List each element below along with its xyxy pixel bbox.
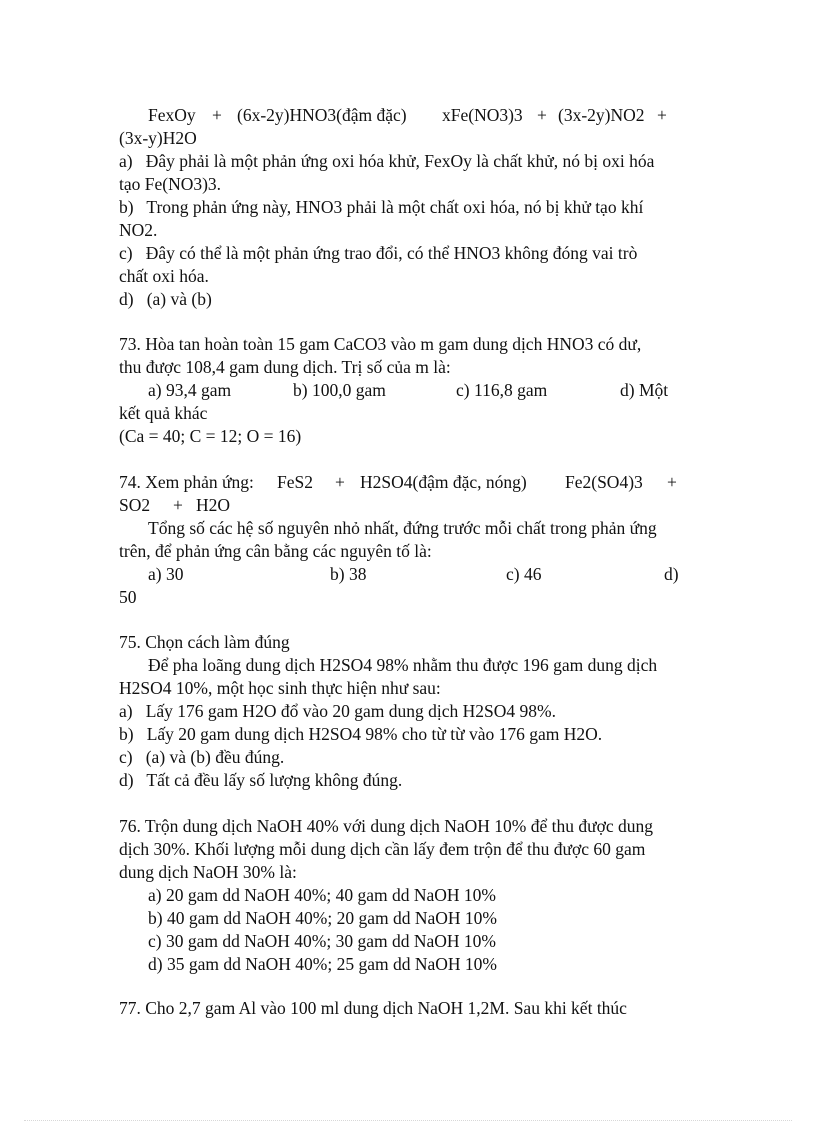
question-stem: Tổng số các hệ số nguyên nhỏ nhất, đứng trước mỗi chất trong phản ứng: [148, 518, 657, 538]
option-b-text: b) Lấy 20 gam dung dịch H2SO4 98% cho từ từ vào 176 gam H2O.: [119, 724, 603, 744]
option-d: d): [664, 564, 679, 584]
option-d-text: d) (a) và (b): [119, 289, 212, 309]
equation-plus: +: [657, 105, 667, 125]
equation-term: Fe2(SO4)3: [565, 472, 643, 492]
option-c: c) 46: [506, 564, 542, 584]
option-d-text: d) Tất cả đều lấy số lượng không đúng.: [119, 770, 403, 790]
equation-term: H2SO4(đậm đặc, nóng): [360, 472, 527, 492]
equation-term: (6x-2y)HNO3(đậm đặc): [237, 105, 407, 125]
equation-plus: +: [212, 105, 222, 125]
question-stem: dịch 30%. Khối lượng mỗi dung dịch cần lấy đem trộn để thu được 60 gam: [119, 839, 646, 859]
atomic-mass-note: (Ca = 40; C = 12; O = 16): [119, 426, 302, 446]
option-b-text: NO2.: [119, 220, 158, 240]
question-title: 75. Chọn cách làm đúng: [119, 632, 290, 652]
question-stem: 76. Trộn dung dịch NaOH 40% với dung dịch NaOH 10% để thu được dung: [119, 816, 653, 836]
option-c-text: c) Đây có thể là một phản ứng trao đổi, có thể HNO3 không đóng vai trò: [119, 243, 638, 263]
equation-term: FeS2: [277, 472, 313, 492]
equation-term: SO2: [119, 495, 151, 515]
option-c: c) 116,8 gam: [456, 380, 548, 400]
option-d: d) 35 gam dd NaOH 40%; 25 gam dd NaOH 10%: [148, 954, 497, 974]
question-stem: 73. Hòa tan hoàn toàn 15 gam CaCO3 vào m gam dung dịch HNO3 có dư,: [119, 334, 642, 354]
equation-term: xFe(NO3)3: [442, 105, 523, 125]
question-stem: trên, để phản ứng cân bằng các nguyên tố là:: [119, 541, 432, 561]
question-stem: 77. Cho 2,7 gam Al vào 100 ml dung dịch NaOH 1,2M. Sau khi kết thúc: [119, 998, 627, 1018]
option-a-text: tạo Fe(NO3)3.: [119, 174, 222, 194]
page-bottom-divider: [24, 1120, 792, 1121]
option-b: b) 100,0 gam: [293, 380, 386, 400]
option-b: b) 40 gam dd NaOH 40%; 20 gam dd NaOH 10%: [148, 908, 497, 928]
option-a: a) 20 gam dd NaOH 40%; 40 gam dd NaOH 10%: [148, 885, 496, 905]
option-a-text: a) Lấy 176 gam H2O đổ vào 20 gam dung dịch H2SO4 98%.: [119, 701, 556, 721]
question-stem: dung dịch NaOH 30% là:: [119, 862, 297, 882]
equation-term: (3x-2y)NO2: [558, 105, 645, 125]
option-d-continued: 50: [119, 587, 137, 607]
equation-term: H2O: [196, 495, 231, 515]
question-stem: 74. Xem phản ứng:: [119, 472, 254, 492]
equation-plus: +: [173, 495, 183, 515]
option-a-text: a) Đây phải là một phản ứng oxi hóa khử, FexOy là chất khử, nó bị oxi hóa: [119, 151, 655, 171]
option-c-text: c) (a) và (b) đều đúng.: [119, 747, 285, 767]
option-a: a) 93,4 gam: [148, 380, 232, 400]
question-stem: Để pha loãng dung dịch H2SO4 98% nhằm thu được 196 gam dung dịch: [148, 655, 658, 675]
equation-term: (3x-y)H2O: [119, 128, 197, 148]
question-stem: thu được 108,4 gam dung dịch. Trị số của m là:: [119, 357, 451, 377]
option-c-text: chất oxi hóa.: [119, 266, 209, 286]
option-c: c) 30 gam dd NaOH 40%; 30 gam dd NaOH 10%: [148, 931, 496, 951]
equation-plus: +: [335, 472, 345, 492]
option-b-text: b) Trong phản ứng này, HNO3 phải là một chất oxi hóa, nó bị khử tạo khí: [119, 197, 644, 217]
option-b: b) 38: [330, 564, 367, 584]
option-a: a) 30: [148, 564, 184, 584]
equation-plus: +: [667, 472, 677, 492]
equation-plus: +: [537, 105, 547, 125]
option-d-continued: kết quả khác: [119, 403, 208, 423]
option-d: d) Một: [620, 380, 669, 400]
question-stem: H2SO4 10%, một học sinh thực hiện như sau:: [119, 678, 441, 698]
equation-term: FexOy: [148, 105, 196, 125]
